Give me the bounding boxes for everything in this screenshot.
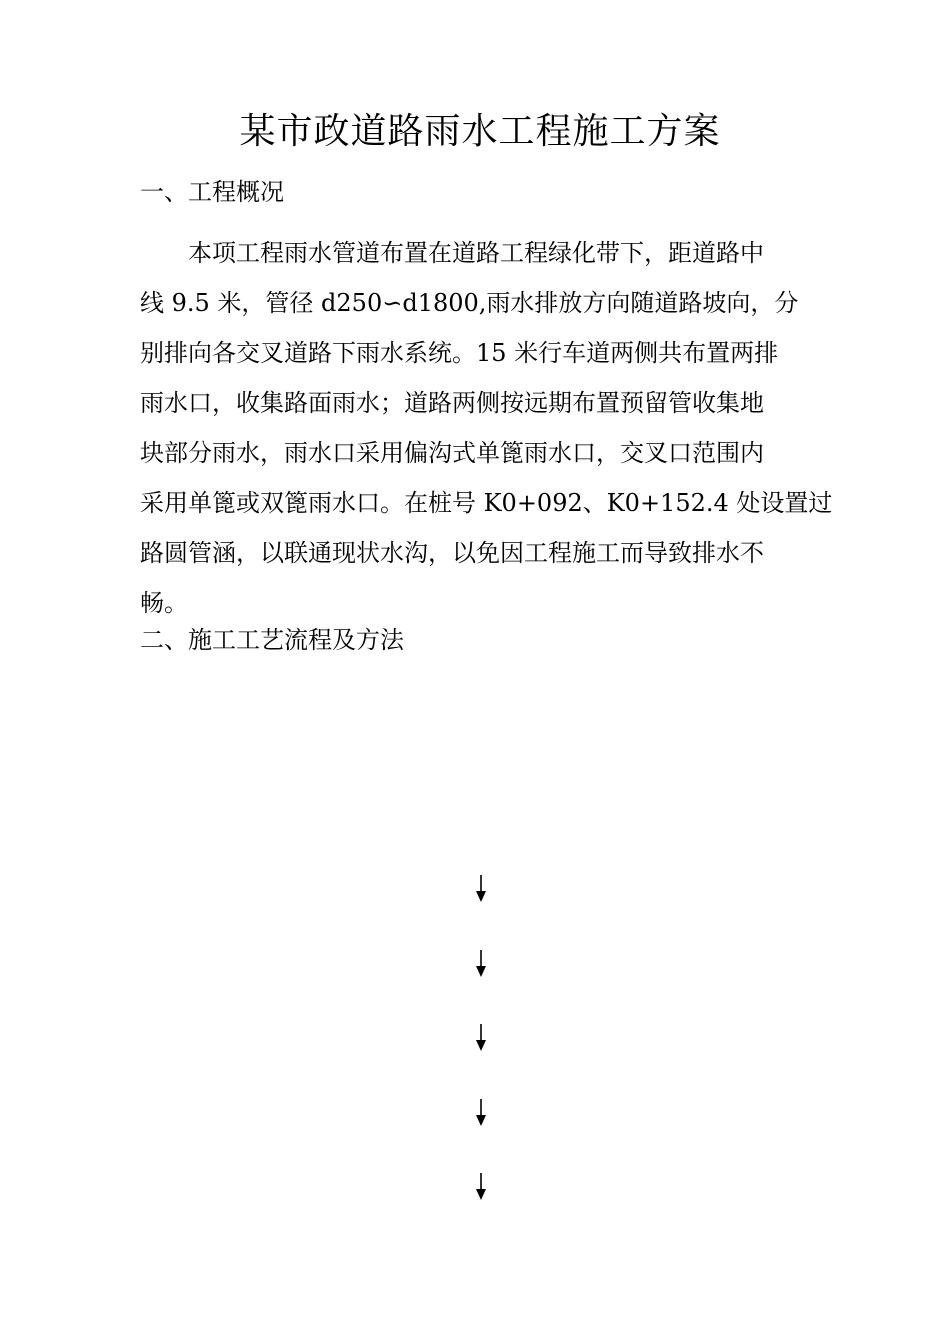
paragraph-line: 雨水口，收集路面雨水；道路两侧按远期布置预留管收集地 bbox=[140, 389, 764, 417]
paragraph-line: 本项工程雨水管道布置在道路工程绿化带下，距道路中 bbox=[140, 239, 764, 267]
paragraph-line: 采用单篦或双篦雨水口。在桩号 K0+092、K0+152.4 处设置过 bbox=[140, 489, 833, 517]
paragraph-line: 畅。 bbox=[140, 589, 188, 617]
paragraph-line: 路圆管涵，以联通现状水沟，以免因工程施工而导致排水不 bbox=[140, 539, 764, 567]
down-arrow-icon bbox=[474, 949, 488, 979]
paragraph-line: 别排向各交叉道路下雨水系统。15 米行车道两侧共布置两排 bbox=[140, 339, 779, 367]
paragraph-line: 块部分雨水，雨水口采用偏沟式单篦雨水口，交叉口范围内 bbox=[140, 439, 764, 467]
section-heading-overview: 一、工程概况 bbox=[140, 178, 284, 206]
down-arrow-icon bbox=[474, 1172, 488, 1202]
section-heading-process: 二、施工工艺流程及方法 bbox=[140, 626, 404, 654]
down-arrow-icon bbox=[474, 1098, 488, 1128]
down-arrow-icon bbox=[474, 1023, 488, 1053]
down-arrow-icon bbox=[474, 874, 488, 904]
document-title: 某市政道路雨水工程施工方案 bbox=[239, 111, 721, 152]
overview-paragraph bbox=[140, 228, 833, 628]
paragraph-line: 线 9.5 米，管径 d250∽d1800,雨水排放方向随道路坡向，分 bbox=[140, 289, 799, 317]
